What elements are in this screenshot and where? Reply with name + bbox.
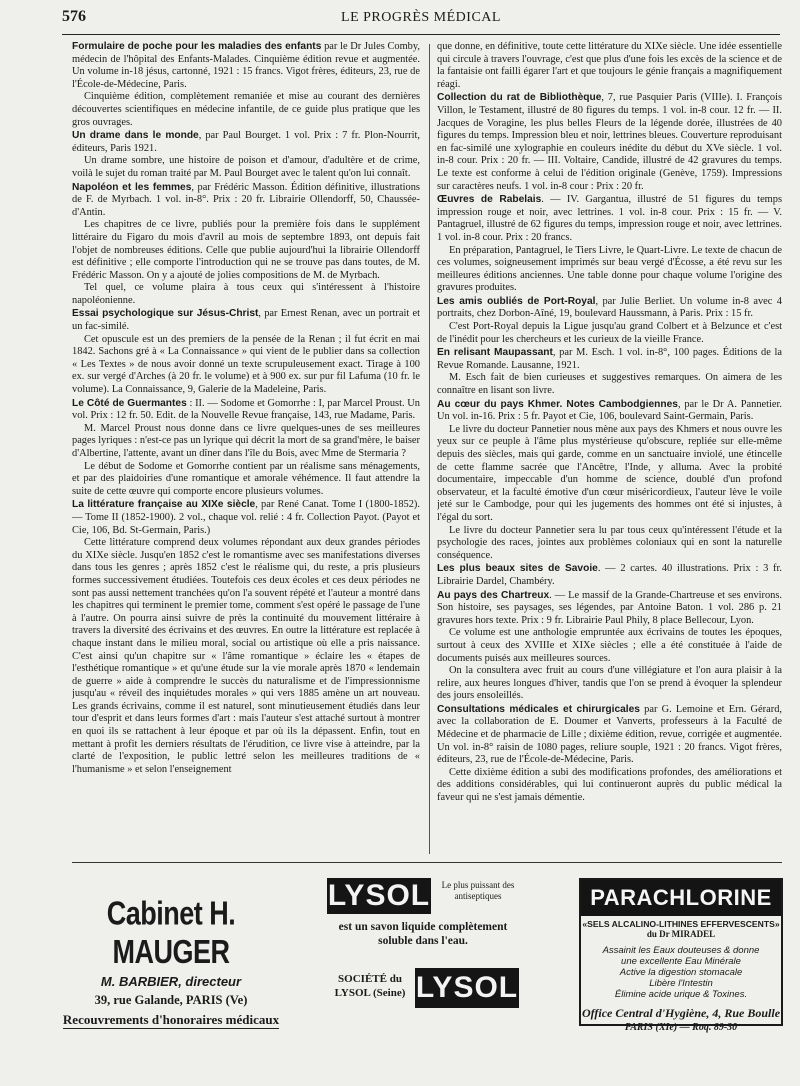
entry-heading: [437, 347, 782, 372]
lysol-logo-top: LYSOL: [327, 879, 431, 912]
lysol-logo-bottom: LYSOL: [415, 968, 519, 1008]
entry-heading: [72, 182, 420, 220]
review-entry: [72, 182, 420, 308]
parachlorine-benefit-line: Active la digestion stomacale: [619, 967, 743, 978]
review-paragraph: Les chapitres de ce livre, publiés pour la première fois dans le supplément littéraire du Figaro du mois d'avril au mois de septembre 1893, ont depuis fait l'objet de nombreuses éditions. Celle que publie aujourd'hui la librairie Ollendorff est définitive ; elle comporte l'introduction qui ne se trouve pas dans toutes, de M. Frédéric Masson. On y a ajouté de jolies compositions de M. de Myrbach.: [72, 219, 420, 281]
parachlorine-benefit-line: Élimine acide urique & Toxines.: [614, 989, 748, 1000]
book-reference: , par Julie Berliet. Un volume in-8 avec 4 portraits, chez Dorbon-Aîné, 19, boulevard Haussmann, à Paris. Prix : 15 fr.: [437, 295, 782, 320]
parachlorine-city: PARIS (XIe) — Roq. 89-30: [624, 1022, 738, 1033]
book-reference: , par René Canat. Tome I (1800-1852). — Tome II (1852-1900). 2 vol., chaque vol. relié : 4 fr. Collection Payot. (Payot et Cie, 106, Bd. St-Germain, Paris.): [72, 499, 420, 536]
advertisement-separator: [72, 862, 782, 863]
review-paragraph: Le début de Sodome et Gomorrhe contient par un réalisme sans ménagements, et par des plaidoiries d'une romantique et amorale véhémence. Il faut attendre la suite de cette œuvre qui comporte encore plusieurs volumes.: [72, 460, 420, 497]
review-entry: [72, 398, 420, 499]
column-divider: [429, 44, 430, 854]
lysol-claim: Le plus puissant des antiseptiques: [441, 880, 515, 901]
book-reference: . — 2 cartes. 40 illustrations. Prix : 3 fr. Librairie Dardel, Chambéry.: [437, 563, 782, 587]
book-reference: , par le Dr A. Pannetier. Un vol. in-16. Prix : 5 fr. Payot et Cie, 106, boulevard Saint-Germain, Paris.: [437, 398, 782, 423]
review-entry: [72, 41, 420, 129]
review-entry: [72, 130, 420, 180]
book-reference: , par Ernest Renan, avec un portrait et un fac-similé.: [72, 308, 420, 333]
entry-heading: [72, 41, 420, 91]
book-reference: , par Paul Bourget. 1 vol. Prix : 7 fr. Plon-Nourrit, éditeurs, Paris 1921.: [72, 130, 420, 154]
review-entry: [437, 92, 782, 193]
mauger-address: 39, rue Galande, PARIS (Ve): [94, 993, 248, 1007]
review-paragraph: Cette dixième édition a subi des modifications profondes, des améliorations et des additions considérables, qui lui continueront auprès du public médical la faveur qui ne s'est jamais démentie.: [437, 766, 782, 804]
book-title: Les amis oubliés de Port-Royal: [437, 295, 596, 307]
lysol-company: SOCIÉTÉ du LYSOL (Seine): [334, 973, 406, 999]
parachlorine-subtitle: «SELS ALCALINO-LITHINES EFFERVESCENTS»: [582, 919, 780, 929]
parachlorine-logo: PARACHLORINE: [581, 880, 781, 916]
entry-heading: [437, 92, 782, 193]
book-title: En relisant Maupassant: [437, 347, 553, 359]
review-paragraph: Le livre du docteur Pannetier nous mène aux pays des Khmers et nous ouvre les yeux sur ce peuple à l'âme plus mystérieuse qu'obscure, repliée sur elle-même depuis des siècles, mais qui garde, comme en un sanctuaire inviolé, une étincelle de cette flamme sacrée que l'Ancêtre, l'Inde, y alluma. Avec la probité documentaire, impeccable d'un homme de science, doublé d'un profond observateur, et la faculté émotive d'un cœur miséricordieux, l'auteur lève le voile jeté sur le Cambodge, pour qui les jugements des hommes ont été si injustes, à l'égal du sort.: [437, 423, 782, 523]
mauger-director: M. BARBIER, directeur: [100, 974, 242, 989]
review-paragraph: Cinquième édition, complètement remaniée et mise au courant des dernières découvertes scientifiques en médecine infantile, de ce guide plus pratique que les gros ouvrages.: [72, 91, 420, 128]
review-entry: [72, 308, 420, 396]
book-title: Un drame dans le monde: [72, 130, 199, 142]
entry-heading: [437, 563, 782, 588]
ad-lysol: [327, 878, 519, 1028]
parachlorine-benefit-line: une excellente Eau Minérale: [621, 956, 741, 967]
review-paragraph: M. Esch fait de bien curieuses et suggestives remarques. On aimera de les connaître en lisant son livre.: [437, 372, 782, 397]
review-paragraph: M. Marcel Proust nous donne dans ce livre quelques-unes de ses meilleures pages lyriques : n'est-ce pas un lyrique qui décrit la mort de sa grand'mère, le baiser d'Albertine, l'attente, avant un dîner dans l'île du Bois, avec Mme de Stermaria ?: [72, 422, 420, 459]
book-reference: . — Le massif de la Grande-Chartreuse et ses environs. Son histoire, ses paysages, ses légendes, par Antoine Baton. 1 vol. 286 p. 21 gravures hors texte. Prix : 9 fr. Librairie Paul Phily, 8 place Bellecour, Lyon.: [437, 589, 782, 626]
parachlorine-benefit-line: Assainit les Eaux douteuses & donne: [602, 945, 760, 956]
ad-mauger: [62, 878, 280, 1028]
review-paragraph: Ce volume est une anthologie empruntée aux écrivains de toutes les époques, surtout à ceux des XVIIIe et XIXe siècles ; elle a été constituée à l'aide de documents puisés aux meilleures sources.: [437, 627, 782, 664]
book-title: Œuvres de Rabelais: [437, 194, 542, 206]
review-entry: [72, 499, 420, 776]
book-reference: , par Frédéric Masson. Édition définitive, illustrations de F. de Myrbach. 1 vol. in-8°. Prix : 20 fr. Librairie Ollendorff, 50, Chaussée-d'Antin.: [72, 181, 420, 218]
review-paragraph: que donne, en définitive, toute cette littérature du XIXe siècle. Une idée essentielle qui circule à travers l'ouvrage, c'est que plus d'une fois les excès de la science et de la fantaisie ont failli égarer l'art et que toujours le génie français a magnifiquement réagi.: [437, 41, 782, 90]
mauger-name: Cabinet H. MAUGER: [106, 894, 236, 971]
review-paragraph: Tel quel, ce volume plaira à tous ceux qui s'intéressent à l'histoire napoléonienne.: [72, 282, 420, 306]
entry-heading: [72, 130, 420, 155]
book-reference: . — IV. Gargantua, illustré de 51 figures du temps impression rouge et noir, avec lettrines. 1 vol. in-8 cour. Prix : 15 fr. — V. Pantagruel, illustré de 62 figures du temps, impression rouge et noir, avec lettrines. 1 vol. in-8 cour. Prix : 20 francs.: [437, 194, 782, 243]
page-header: [62, 8, 780, 35]
book-title: Les plus beaux sites de Savoie: [437, 563, 598, 575]
book-reference: : II. — Sodome et Gomorrhe : I, par Marcel Proust. Un vol. Prix : 12 fr. 50. Edit. de la Nouvelle Revue française, 143, rue Madame, Paris.: [72, 397, 420, 422]
review-paragraph: C'est Port-Royal depuis la Ligue jusqu'au grand Colbert et à Belzunce et c'est de l'inédit pour les chercheurs et les curieux de la vieille France.: [437, 321, 782, 345]
entry-heading: [437, 704, 782, 767]
review-entry: [437, 704, 782, 805]
book-title: Consultations médicales et chirurgicales: [437, 703, 640, 715]
book-title: La littérature française au XIXe siècle: [72, 499, 256, 511]
entry-heading: [437, 399, 782, 424]
book-title: Au pays des Chartreux: [437, 589, 550, 601]
review-paragraph: Cette littérature comprend deux volumes répondant aux deux grandes périodes du XIXe siècle. Jusqu'en 1852 c'est le romantisme avec ses manifestations diverses dans tous les genres ; après 1852 c'est le réalisme qui, du reste, a pris plusieurs formes successivement étudiées. Toutefois ces deux écoles et ces deux périodes ne sont pas aussi nettement tranchées qu'on l'a souvent répété et l'auteur a montré dans les chapitres qui terminent le premier tome, comment s'est opéré le passage de l'une à l'autre. On pourra ainsi suivre de près la continuité du mouvement littéraire à travers la diversité des écrivains et des œuvres. En outre la littérature est replacée à chaque instant dans le milieu moral, social ou artistique où elle a pris naissance. C'est ainsi qu'un chapitre sur « l'âme romantique » éclaire les « étapes de l'esthétique romantique » et qu'une étude sur la vie morale après 1870 « lendemain de guerre » aide à comprendre le succès du naturalisme et de l'impressionnisme jusqu'au « réveil des inquiétudes morales » qui vers 1885 amène un art nouveau. Les grands écrivains, comme il est naturel, sont minutieusement étudiés dans leur tour d'esprit et dans leurs formes d'art : mais l'auteur s'est attaché surtout à montrer en quoi ils se rattachent à leur époque et par où ils la dépassent. Enfin, tout en mettant à profit les derniers résultats de l'érudition, ce livre vise à atteindre, par la clarté de l'exposition, le public lettré selon les meilleures traditions de « l'humanisme » et selon l'enseignement: [72, 537, 420, 775]
review-paragraph: Un drame sombre, une histoire de poison et d'amour, d'adultère et de crime, voilà le sujet du roman traité par M. Paul Bourget avec le talent qu'on lui connaît.: [72, 155, 420, 179]
entry-heading: [437, 194, 782, 244]
review-paragraph: Le livre du docteur Pannetier sera lu par tous ceux qu'intéressent l'étude et la psychologie des races, jointes aux problèmes coloniaux qui en sont la naturelle conséquence.: [437, 524, 782, 561]
review-entry: [437, 194, 782, 295]
right-column: [437, 41, 782, 859]
book-title: Essai psychologique sur Jésus-Christ: [72, 308, 259, 320]
parachlorine-office: Office Central d'Hygiène, 4, Rue Boulle: [581, 1006, 781, 1020]
parachlorine-benefits: [581, 945, 781, 1000]
review-entry: [437, 399, 782, 563]
parachlorine-benefit-line: Libère l'Intestin: [649, 978, 713, 989]
review-entry: [437, 563, 782, 588]
entry-heading: [437, 590, 782, 628]
entry-heading: [72, 499, 420, 537]
review-paragraph: On la consultera avec fruit au cours d'une villégiature et l'on aura plaisir à la relire, aux heures longues d'hiver, tandis que l'on se prend à évoquer la splendeur des jours ensoleillés.: [437, 665, 782, 702]
review-entry: [437, 296, 782, 346]
review-entry: [437, 590, 782, 703]
book-title: Napoléon et les femmes: [72, 181, 192, 193]
book-title: Collection du rat de Bibliothèque: [437, 92, 602, 104]
mauger-service: Recouvrements d'honoraires médicaux: [62, 1012, 280, 1027]
entry-heading: [72, 398, 420, 423]
review-paragraph: Cet opuscule est un des premiers de la pensée de la Renan ; il fut écrit en mai 1842. Sachons gré à « La Connaissance » qui vient de le publier dans sa collection « Les Textes » de nous avoir donné un texte scrupuleusement exact. Tirage à 100 ex. sur vergé d'Arches (à 20 fr. le volume) et à 900 ex. sur pur fil Lafuma (10 fr. le volume). La Connaissance, 9, Galerie de la Madeleine, Paris.: [72, 333, 420, 396]
entry-heading: [72, 308, 420, 333]
review-entry: [437, 347, 782, 397]
journal-title: LE PROGRÈS MÉDICAL: [341, 10, 501, 25]
left-column: [72, 41, 420, 859]
ad-parachlorine: [579, 878, 783, 1033]
book-reference: par le Dr Jules Comby, médecin de l'hôpital des Enfants-Malades. Cinquième édition revue et augmentée. Un volume in-18 jésus, cartonné, 1921 : 15 francs. Vigot frères, éditeurs, 23, rue de l'École-de-Médecine, Paris.: [72, 41, 420, 90]
parachlorine-doctor: du Dr MIRADEL: [646, 929, 716, 939]
lysol-description: est un savon liquide complètement soluble dans l'eau.: [338, 921, 508, 947]
review-entry: [437, 41, 782, 91]
book-title: Formulaire de poche pour les maladies des enfants: [72, 41, 322, 52]
book-title: Au cœur du pays Khmer. Notes Cambodgiennes: [437, 398, 678, 410]
review-paragraph: En préparation, Pantagruel, le Tiers Livre, le Quart-Livre. Le texte de chacun de ces volumes, soigneusement imprimés sur beau vergé d'Écosse, a été revu sur les meilleures éditions anciennes. Une table donne pour chaque volume l'origine des gravures produites.: [437, 244, 782, 294]
entry-heading: [437, 296, 782, 321]
page-number: 576: [62, 8, 86, 25]
book-reference: , 7, rue Pasquier Paris (VIIIe). I. François Villon, le Testament, illustré de 80 figures du temps. 1 vol. in-8 cour. 12 fr. — II. Jacques de Voragine, les plus belles Fleurs de la légende dorée, illustrées de 40 figures du temps. Impression bleu et noir, lettrines bleues. Couverture reproduisant en fac-similé une xylographie en couleurs inédite du début du XVe siècle. 1 vol. in-8 cour. Prix : 20 fr. — III. Voltaire, Candide, illustré de 42 gravures du temps. Le texte est conforme à celui de l'édition originale (Genève, 1759). Impressions sur caractères neufs. 1 vol. in-8 cour : Prix : 20 fr.: [437, 92, 782, 192]
book-reference: par G. Lemoine et Ern. Gérard, avec la collaboration de E. Doumer et Vanverts, professeurs à la Faculté de Médecine et de pharmacie de Lille ; dixième édition, revue, corrigée et augmentée. Un vol. in-8° raisin de 1080 pages, reliure souple, 1921 : 20 francs. Vigot frères, éditeurs, 23, rue de l'École-de-Médecine, Paris.: [437, 703, 782, 766]
book-reference: , par M. Esch. 1 vol. in-8°, 100 pages. Éditions de la Revue Romande. Lausanne, 1921.: [437, 347, 782, 371]
book-title: Le Côté de Guermantes: [72, 397, 187, 409]
